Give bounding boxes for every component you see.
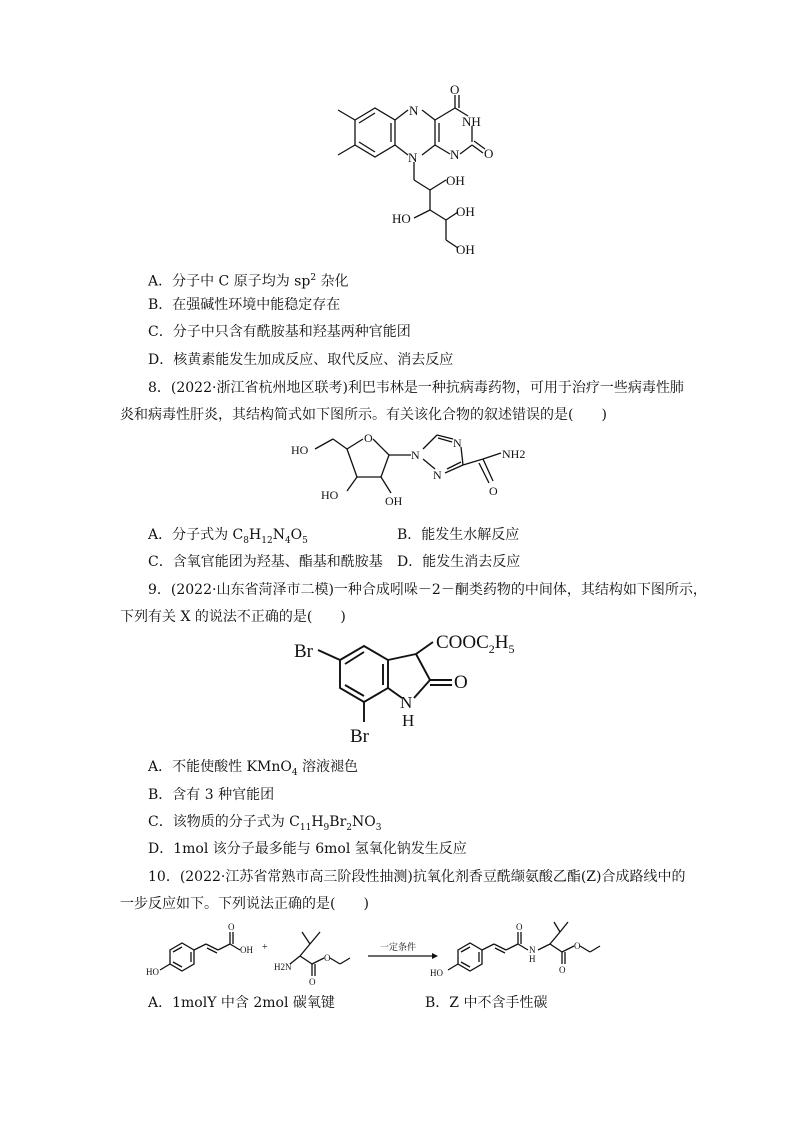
q7-option-a-suffix: 杂化: [316, 273, 349, 290]
q9-option-b: B．含有 3 种官能团: [148, 787, 275, 803]
q8-option-b: B．能发生水解反应: [397, 527, 520, 543]
fig7-label-o-right: O: [484, 146, 494, 161]
q9-c-sub1: 11: [299, 822, 312, 833]
fig7-label-oh-3: OH: [456, 242, 475, 257]
q9-option-a-sub: 4: [291, 767, 298, 778]
fig8-label-n1: N: [411, 448, 420, 462]
fig9-label-br-top: Br: [294, 641, 313, 662]
fig9-label-br-bottom: Br: [350, 726, 369, 747]
q8-sub-n: 4: [284, 535, 291, 546]
q9-c-br: Br: [329, 814, 347, 830]
fig10-label-oh1: OH: [240, 945, 253, 955]
ribavirin-structure: [285, 425, 535, 515]
fig9-label-carbonyl-o: O: [454, 672, 468, 693]
fig8-label-n3: N: [433, 468, 442, 482]
q8-option-a: [148, 525, 308, 551]
q9-stem-line1: 9．(2022·山东省菏泽市二模)一种合成吲哚－2－酮类药物的中间体，其结构如下图所示，: [148, 582, 707, 598]
q9-option-c-text: C．该物质的分子式为 C: [148, 814, 300, 830]
fig8-label-n2: N: [453, 436, 462, 450]
q8-stem-line2: 炎和病毒性肝炎，其结构简式如下图所示。有关该化合物的叙述错误的是( ): [120, 407, 607, 423]
fig8-label-o-amide: O: [489, 484, 498, 498]
fig10-label-o1: O: [228, 922, 235, 932]
fig10-label-plus: +: [262, 942, 268, 953]
q9-c-h: H: [311, 814, 324, 830]
q9-c-sub3: 2: [346, 822, 352, 833]
fig9-label-h: H: [402, 711, 415, 730]
q8-option-c: C．含氧官能团为羟基、酯基和酰胺基: [148, 554, 383, 570]
q8-elem-n: N: [272, 527, 285, 543]
fig10-label-o2: O: [309, 977, 316, 987]
fig10-label-ho1: HO: [146, 967, 159, 977]
q7-option-b: B．在强碱性环境中能稳定存在: [148, 297, 341, 313]
fig7-label-o-top: O: [450, 82, 460, 97]
q10-option-b: B．Z 中不含手性碳: [425, 995, 548, 1011]
fig8-label-ho-bottom: HO: [321, 488, 339, 502]
q8-stem-line1: 8．(2022·浙江省杭州地区联考)利巴韦林是一种抗病毒药物，可用于治疗一些病毒性肺: [148, 380, 684, 396]
q8-option-d: D．能发生消去反应: [397, 554, 521, 570]
fig7-label-oh-2: OH: [456, 204, 475, 219]
q9-stem-line2: 下列有关 X 的说法不正确的是( ): [120, 609, 346, 625]
fig8-label-oh-bottom: OH: [385, 494, 403, 508]
q8-option-a-prefix: A．分子式为 C: [148, 527, 244, 543]
fig8-label-o-ring: O: [364, 431, 373, 445]
q7-option-a: [148, 268, 349, 292]
fig7-label-n-top: N: [409, 103, 419, 118]
q9-option-a-text: A．不能使酸性 KMnO: [148, 759, 292, 775]
q8-elem-o: O: [290, 527, 303, 543]
fig10-label-h2n: H2N: [274, 962, 292, 972]
q9-option-a: [148, 757, 358, 783]
q9-option-c: [148, 812, 381, 838]
fig10-label-ho2: HO: [430, 968, 443, 978]
q7-option-c: C．分子中只含有酰胺基和羟基两种官能团: [148, 324, 411, 340]
fig10-label-o3: O: [516, 922, 523, 932]
q9-option-d: D．1mol 该分子最多能与 6mol 氢氧化钠发生反应: [148, 841, 467, 857]
q8-sub-h: 12: [261, 535, 273, 546]
q9-c-sub2: 9: [323, 822, 330, 833]
indolinone-structure: [288, 630, 548, 750]
fig7-label-n-bottom: N: [408, 150, 418, 165]
q8-elem-h: H: [249, 527, 262, 543]
q8-sub-o: 5: [302, 535, 308, 546]
q9-c-no: NO: [352, 814, 376, 830]
fig10-label-o5: O: [574, 941, 581, 951]
q8-sub-c: 8: [243, 535, 250, 546]
q9-option-a-suffix: 溶液褪色: [297, 759, 359, 775]
fig10-label-n: N: [529, 945, 536, 955]
fig10-label-o2b: O: [324, 953, 331, 963]
fig10-label-condition: 一定条件: [380, 942, 417, 952]
q9-c-sub4: 3: [375, 822, 382, 833]
fig10-label-h: H: [529, 954, 536, 964]
q7-option-d: D．核黄素能发生加成反应、取代反应、消去反应: [148, 352, 454, 368]
fig7-label-nh: NH: [462, 114, 481, 129]
riboflavin-structure: [300, 82, 500, 265]
q10-stem-line1: 10．(2022·江苏省常熟市高三阶段性抽测)抗氧化剂香豆酰缬氨酸乙酯(Z)合成路线中的: [148, 869, 686, 885]
fig9-label-ester: $COOC_2H_5$: [436, 632, 515, 656]
fig8-label-nh2: NH2: [502, 447, 526, 461]
q7-option-a-text: A．分子中 C 原子均为 sp: [148, 273, 311, 290]
q10-stem-line2: 一步反应如下。下列说法正确的是( ): [120, 896, 369, 912]
fig8-label-ho-top: HO: [291, 443, 309, 457]
fig9-label-n: N: [400, 693, 413, 712]
fig7-label-n-mid: N: [450, 147, 460, 162]
fig7-label-ho: HO: [392, 211, 411, 226]
q7-option-a-sup: 2: [310, 273, 317, 283]
fig7-label-oh-1: OH: [446, 173, 465, 188]
fig10-label-o4: O: [559, 965, 566, 975]
q10-option-a: A．1molY 中含 2mol 碳氧键: [148, 995, 335, 1011]
reaction-scheme: [140, 920, 640, 990]
